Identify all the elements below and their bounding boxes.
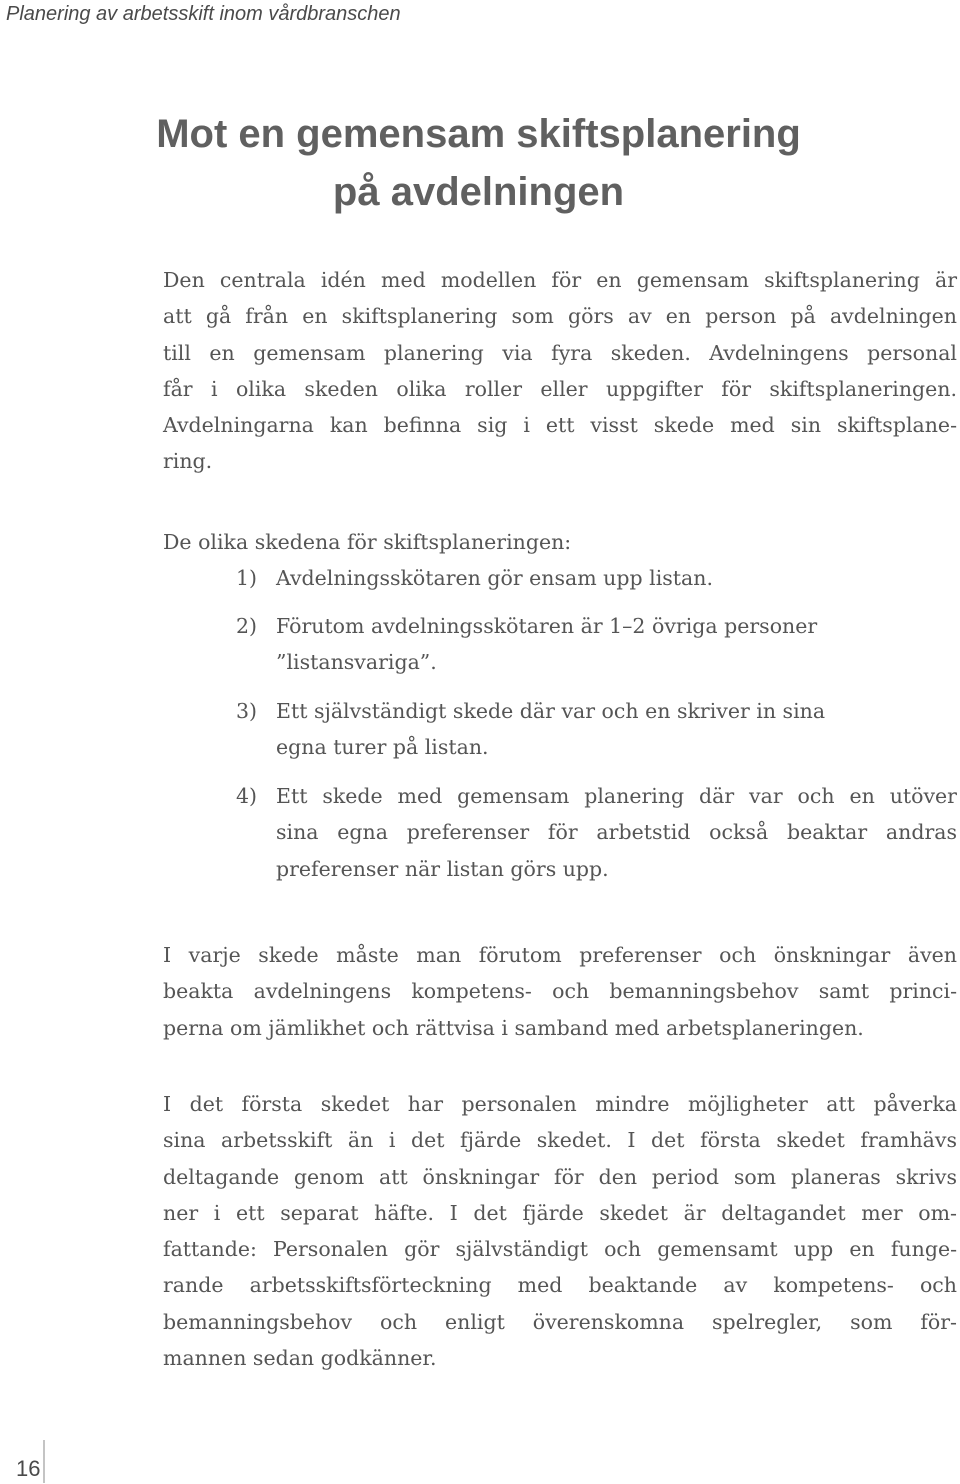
text-line: perna om jämlikhet och rättvisa i samband med arbetsplaneringen. [163,1015,864,1040]
page-number: 16 [16,1456,41,1481]
list-number: 3) [236,699,258,723]
text-line: Förutom avdelningsskötaren är 1–2 övriga personer [276,614,818,638]
text-line: I varje skede måste man förutom preferenser och önskningar även [163,943,957,967]
text-line: att gå från en skiftsplanering som görs av en person på avdelningen [163,304,957,329]
text-line: sina egna preferenser för arbetstid också beaktar andras [276,820,957,845]
text-line: egna turer på listan. [276,735,489,760]
text-line: ”listansvariga”. [276,650,437,675]
text-line: I det första skedet har personalen mindre möjligheter att påverka [163,1092,957,1116]
intro-paragraph [163,262,957,480]
text-line: deltagande genom att önskningar för den period som planeras skrivs [163,1164,957,1189]
text-line: rande arbetsskiftsförteckning med beaktande av kompetens- och [163,1273,957,1298]
title-line: på avdelningen [332,170,625,214]
text-line: fattande: Personalen gör självständigt och gemensamt upp en funge- [163,1237,957,1262]
text-line: Ett skede med gemensam planering där var och en utöver [276,784,957,808]
list-text [276,608,957,681]
text-line: Avdelningsskötaren gör ensam upp listan. [276,566,713,590]
running-header: Planering av arbetsskift inom vårdbranschen [6,3,401,25]
text-line: till en gemensam planering via fyra skeden. Avdelningens personal [163,340,957,365]
list-number: 2) [236,614,258,638]
list-number: 4) [236,784,258,808]
text-line: Den centrala idén med modellen för en gemensam skiftsplanering är [163,268,957,292]
title-line: Mot en gemensam skiftsplanering [156,112,801,156]
text-line: preferenser när listan görs upp. [276,856,609,881]
text-line: ner i ett separat häfte. I det fjärde skedet är deltagandet mer om- [163,1200,957,1225]
stages-intro: De olika skedena för skiftsplaneringen: [163,530,572,554]
list-number: 1) [236,566,258,590]
text-line: ring. [163,449,213,474]
text-line: mannen sedan godkänner. [163,1346,437,1371]
list-text [276,778,957,887]
paragraph [163,937,957,1046]
text-line: sina arbetsskift än i det fjärde skedet. I det första skedet framhävs [163,1128,957,1153]
paragraph [163,1086,957,1376]
text-line: får i olika skeden olika roller eller uppgifter för skiftsplaneringen. [163,376,957,401]
list-text [276,560,957,596]
text-line: beakta avdelningens kompetens- och bemanningsbehov samt princi- [163,979,957,1004]
list-text [276,693,957,766]
page-title [120,105,837,221]
text-line: Avdelningarna kan befinna sig i ett visst skede med sin skiftsplane- [163,413,957,438]
text-line: bemanningsbehov och enligt överenskomna spelregler, som för- [163,1309,957,1334]
text-line: Ett självständigt skede där var och en skriver in sina [276,699,826,723]
